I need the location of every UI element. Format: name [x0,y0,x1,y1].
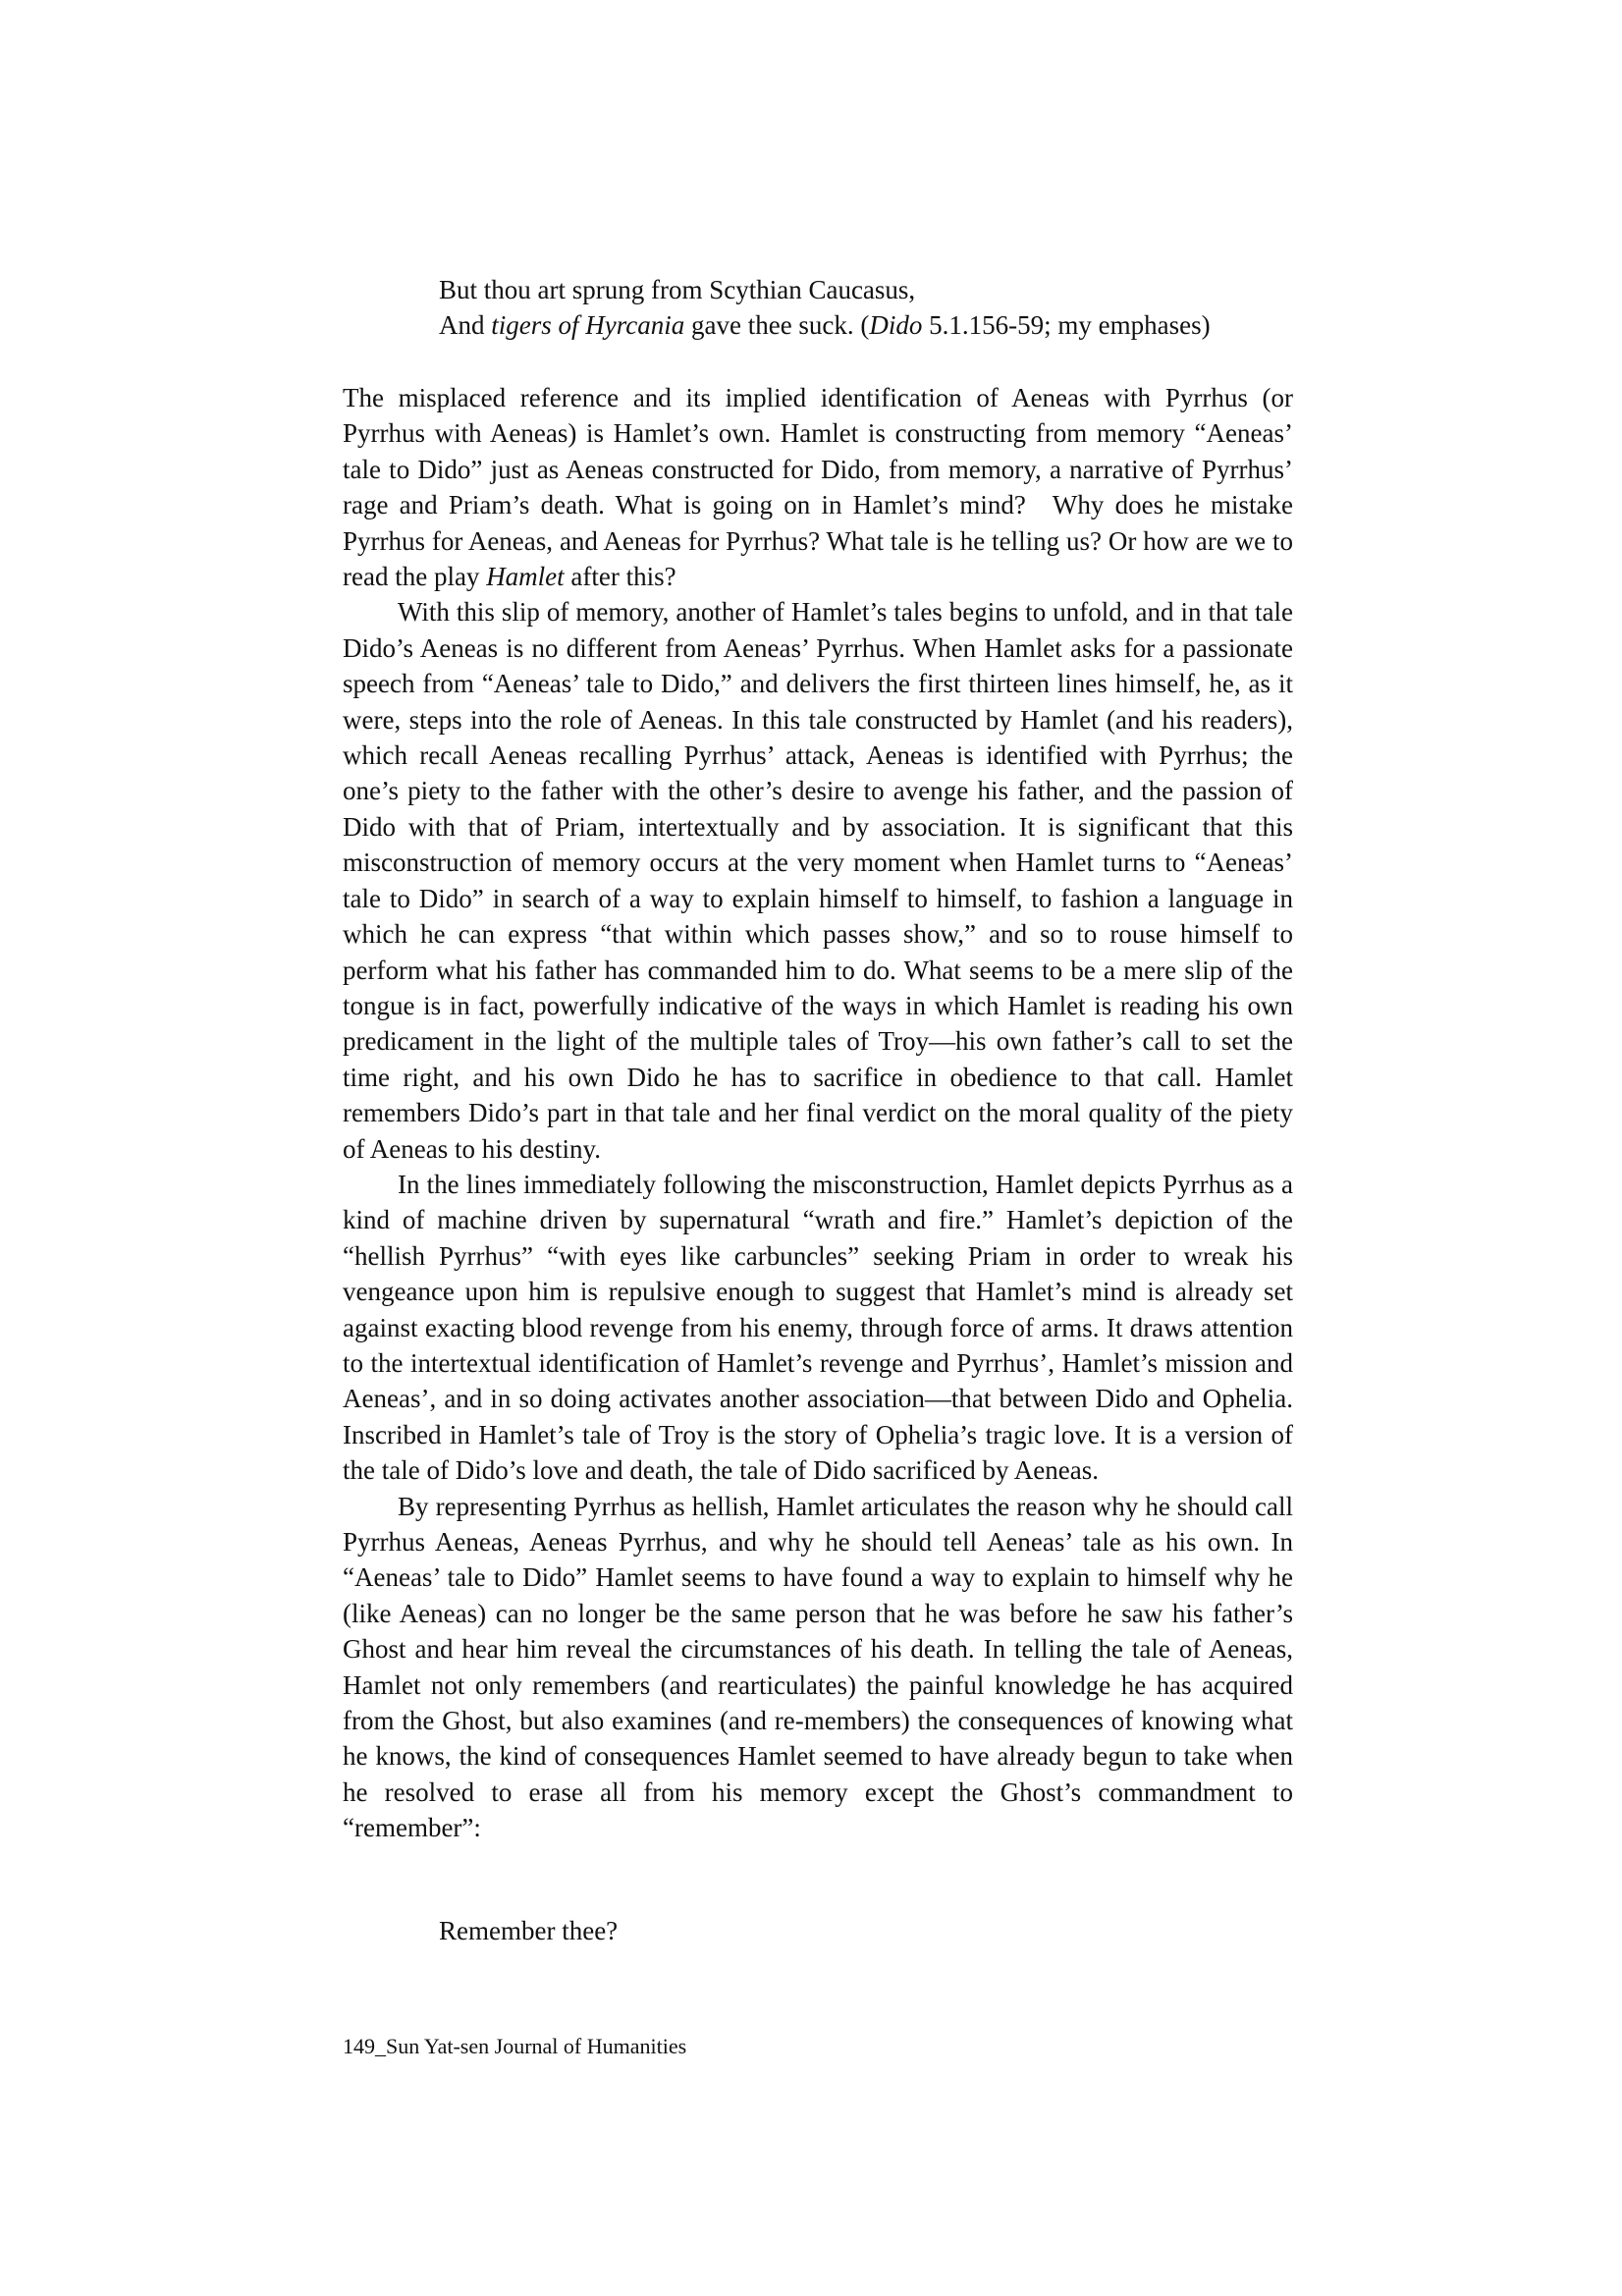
paragraph: In the lines immediately following the misconstruction, Hamlet depicts Pyrrhus as a kind of machine driven by supernatural “wrath and fire.” Hamlet’s depiction of the “hellish Pyrrhus” “with eyes like carbuncles” seeking Priam in order to wreak his vengeance upon him is repulsive enough to suggest that Hamlet’s mind is already set against exacting blood revenge from his enemy, through force of arms. It draws attention to the intertextual identification of Hamlet’s revenge and Pyrrhus’, Hamlet’s mission and Aeneas’, and in so doing activates another association—that between Dido and Ophelia. Inscribed in Hamlet’s tale of Troy is the story of Ophelia’s tragic love. It is a version of the tale of Dido’s love and death, the tale of Dido sacrificed by Aeneas. [343,1169,1293,1486]
body-text [343,380,1293,1846]
block-quote-top [439,272,1211,343]
quote-line: But thou art sprung from Scythian Caucasus, [439,275,916,304]
paragraph: With this slip of memory, another of Hamlet’s tales begins to unfold, and in that tale Dido’s Aeneas is no different from Aeneas’ Pyrrhus. When Hamlet asks for a passionate speech from “Aeneas’ tale to Dido,” and delivers the first thirteen lines himself, he, as it were, steps into the role of Aeneas. In this tale constructed by Hamlet (and his readers), which recall Aeneas recalling Pyrrhus’ attack, Aeneas is identified with Pyrrhus; the one’s piety to the father with the other’s desire to avenge his father, and the passion of Dido with that of Priam, intertextually and by association. It is significant that this misconstruction of memory occurs at the very moment when Hamlet turns to “Aeneas’ tale to Dido” in search of a way to explain himself to himself, to fashion a language in which he can express “that within which passes show,” and so to rouse himself to perform what his father has commanded him to do. What seems to be a mere slip of the tongue is in fact, powerfully indicative of the ways in which Hamlet is reading his own predicament in the light of the multiple tales of Troy—his own father’s call to set the time right, and his own Dido he has to sacrifice in obedience to that call. Hamlet remembers Dido’s part in that tale and her final verdict on the moral quality of the piety of Aeneas to his destiny. [343,597,1293,1164]
block-quote-bottom [439,1913,618,1948]
emphasis: tigers of Hyrcania [491,310,685,340]
quote-line: And tigers of Hyrcania gave thee suck. (Dido 5.1.156-59; my emphases) [439,310,1211,340]
quote-line: Remember thee? [439,1916,619,1945]
paragraph: The misplaced reference and its implied identification of Aeneas with Pyrrhus (or Pyrrhus with Aeneas) is Hamlet’s own. Hamlet is constructing from memory “Aeneas’ tale to Dido” just as Aeneas constructed for Dido, from memory, a narrative of Pyrrhus’ rage and Priam’s death. What is going on in Hamlet’s mind? Why does he mistake Pyrrhus for Aeneas, and Aeneas for Pyrrhus? What tale is he telling us? Or how are we to read the play Hamlet after this? [343,383,1293,592]
emphasis: Dido [869,310,923,340]
page-footer: 149_Sun Yat-sen Journal of Humanities [343,2034,687,2058]
paragraph: By representing Pyrrhus as hellish, Hamlet articulates the reason why he should call Pyrrhus Aeneas, Aeneas Pyrrhus, and why he should tell Aeneas’ tale as his own. In “Aeneas’ tale to Dido” Hamlet seems to have found a way to explain to himself why he (like Aeneas) can no longer be the same person that he was before he saw his father’s Ghost and hear him reveal the circumstances of his death. In telling the tale of Aeneas, Hamlet not only remembers (and rearticulates) the painful knowledge he has acquired from the Ghost, but also examines (and re-members) the consequences of knowing what he knows, the kind of consequences Hamlet seemed to have already begun to take when he resolved to erase all from his memory except the Ghost’s commandment to “remember”: [343,1491,1293,1843]
emphasis: Hamlet [486,562,565,592]
